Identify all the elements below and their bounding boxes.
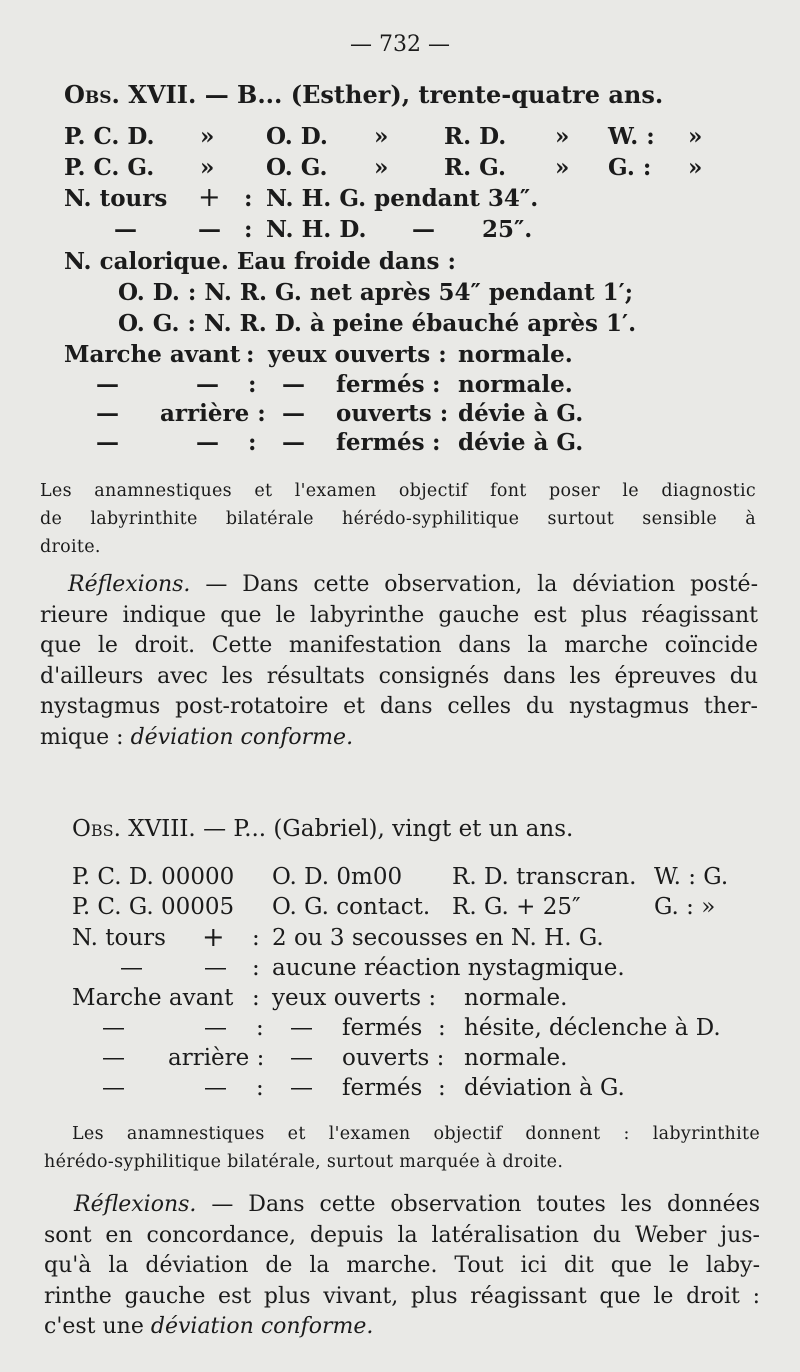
cell: — [412, 216, 435, 243]
cell: normale. [464, 985, 568, 1011]
cell: normale. [464, 1045, 568, 1071]
cell: : [244, 216, 253, 243]
cell: P. C. D. 00000 [72, 864, 235, 890]
cell: N. tours [64, 185, 168, 212]
cell: R. D. transcran. [452, 864, 637, 890]
obs17-label: Obs. XVII. [64, 80, 197, 109]
cell: : [252, 955, 260, 981]
text-line: qu'à la déviation de la marche. Tout ici dit que le laby- [44, 1253, 760, 1278]
cell: » [688, 154, 703, 181]
cell: — [290, 1075, 313, 1101]
cell: O. G. : N. R. D. à peine ébauché après 1′. [118, 310, 637, 337]
cell: fermés [342, 1075, 423, 1101]
cell: 25″. [482, 216, 533, 243]
obs18-title [72, 816, 573, 842]
cell: O. D. [266, 123, 328, 150]
cell: ouverts : [342, 1045, 445, 1071]
cell: — [96, 371, 119, 398]
cell: fermés [342, 1015, 423, 1041]
cell: — [102, 1015, 125, 1041]
cell: — [204, 1015, 227, 1041]
cell: » [555, 123, 570, 150]
reflexions-label: Réflexions. [74, 1192, 197, 1217]
cell: N. H. D. [266, 216, 367, 243]
text-line [40, 723, 758, 754]
text-line [44, 1312, 760, 1343]
cell: yeux ouverts : [268, 341, 447, 368]
text-line: sont en concordance, depuis la latéralisation du Weber jus- [44, 1222, 760, 1248]
cell: — [196, 429, 219, 456]
text-line: d'ailleurs avec les résultats consignés dans les épreuves du [40, 663, 758, 689]
cell: arrière : [160, 400, 266, 427]
cell: dévie à G. [458, 400, 584, 427]
cell: : [252, 925, 260, 951]
cell: : [432, 429, 441, 456]
cell: O. G. [266, 154, 328, 181]
obs18-label: Obs. XVIII. [72, 816, 196, 842]
text-line: de labyrinthite bilatérale hérédo-syphilitique surtout sensible à [40, 509, 756, 529]
cell: hésite, déclenche à D. [464, 1015, 721, 1041]
cell: : [248, 429, 257, 456]
cell: W. : [608, 123, 655, 150]
cell: — [114, 216, 137, 243]
cell: P. C. D. [64, 123, 155, 150]
cell: O. D. 0m00 [272, 864, 403, 890]
cell: — [196, 371, 219, 398]
text-line: hérédo-syphilitique bilatérale, surtout marquée à droite. [44, 1152, 564, 1172]
text-line: rinthe gauche est plus vivant, plus réagissant que le droit : [44, 1283, 760, 1309]
cell: normale. [458, 341, 573, 368]
text-run: — Dans cette observation toutes les données [196, 1192, 760, 1217]
cell: » [200, 154, 215, 181]
cell: : [248, 371, 257, 398]
cell: — [96, 400, 119, 427]
cell: — [290, 1015, 313, 1041]
cell: — [198, 216, 221, 243]
cell: N. tours [72, 925, 166, 951]
cell: Marche avant [72, 985, 234, 1011]
cell: » [374, 123, 389, 150]
cell: : [438, 1015, 446, 1041]
cell: + [198, 182, 221, 213]
conclusion: déviation conforme. [130, 724, 354, 750]
conclusion: déviation conforme. [150, 1314, 374, 1339]
cell: déviation à G. [464, 1075, 625, 1101]
cell: — [102, 1045, 125, 1071]
text-line: rieure indique que le labyrinthe gauche est plus réagissant [40, 602, 758, 628]
cell: normale. [458, 371, 573, 398]
obs18-diagnosis [44, 1120, 760, 1176]
text-line: Les anamnestiques et l'examen objectif font poser le diagnostic [40, 481, 756, 501]
obs18-subject: — P... (Gabriel), vingt et un ans. [203, 816, 574, 842]
cell: R. D. [444, 123, 507, 150]
cell: — [282, 429, 305, 456]
cell: O. G. contact. [272, 894, 431, 920]
text-run: mique : [40, 724, 131, 750]
obs17-title [64, 80, 663, 109]
cell: N. H. G. pendant 34″. [266, 185, 539, 212]
cell: dévie à G. [458, 429, 584, 456]
cell: 2 ou 3 secousses en N. H. G. [272, 925, 604, 951]
cell: W. : G. [654, 864, 729, 890]
text-line [40, 570, 758, 601]
cell: — [102, 1075, 125, 1101]
cell: ouverts : [336, 400, 449, 427]
cell: — [282, 400, 305, 427]
cell: — [96, 429, 119, 456]
obs17-diagnosis [40, 477, 756, 561]
reflexions-label: Réflexions. [68, 572, 191, 597]
cell: R. G. + 25″ [452, 894, 581, 920]
cell: arrière : [168, 1045, 265, 1071]
cell: — [204, 955, 227, 981]
obs17-subject: — B... (Esther), trente-quatre ans. [204, 80, 664, 109]
cell: — [204, 1075, 227, 1101]
cell: + [202, 922, 225, 953]
cell: : [256, 1015, 264, 1041]
cell: fermés [336, 429, 425, 456]
text-run: c'est une [44, 1314, 151, 1339]
cell: » [200, 123, 215, 150]
text-line: que le droit. Cette manifestation dans la marche coïncide [40, 633, 758, 658]
obs17-reflexions [40, 570, 758, 753]
cell: Marche avant [64, 341, 241, 368]
text-line: Les anamnestiques et l'examen objectif donnent : labyrinthite [72, 1124, 760, 1144]
text-line: droite. [40, 537, 101, 557]
cell: R. G. [444, 154, 506, 181]
text-line: nystagmus post-rotatoire et dans celles du nystagmus ther- [40, 694, 758, 719]
cell: » [555, 154, 570, 181]
cell: : [256, 1075, 264, 1101]
cell: G. : » [654, 894, 716, 920]
text-line [44, 1190, 760, 1221]
cell: — [282, 371, 305, 398]
obs18-reflexions [44, 1190, 760, 1343]
cell: : [244, 185, 253, 212]
cell: — [290, 1045, 313, 1071]
cell: P. C. G. [64, 154, 155, 181]
cell: yeux ouverts : [272, 985, 437, 1011]
cell: : [432, 371, 441, 398]
text-run: — Dans cette observation, la déviation posté- [190, 572, 758, 597]
cell: : [438, 1075, 446, 1101]
cell: : [252, 985, 260, 1011]
cell: N. calorique. Eau froide dans : [64, 248, 456, 275]
cell: : [246, 341, 255, 368]
cell: fermés [336, 371, 425, 398]
cell: G. : [608, 154, 652, 181]
cell: P. C. G. 00005 [72, 894, 235, 920]
cell: » [688, 123, 703, 150]
page-number: — 732 — [350, 32, 450, 57]
cell: aucune réaction nystagmique. [272, 955, 625, 981]
cell: — [120, 955, 143, 981]
cell: » [374, 154, 389, 181]
cell: O. D. : N. R. G. net après 54″ pendant 1′; [118, 279, 634, 306]
